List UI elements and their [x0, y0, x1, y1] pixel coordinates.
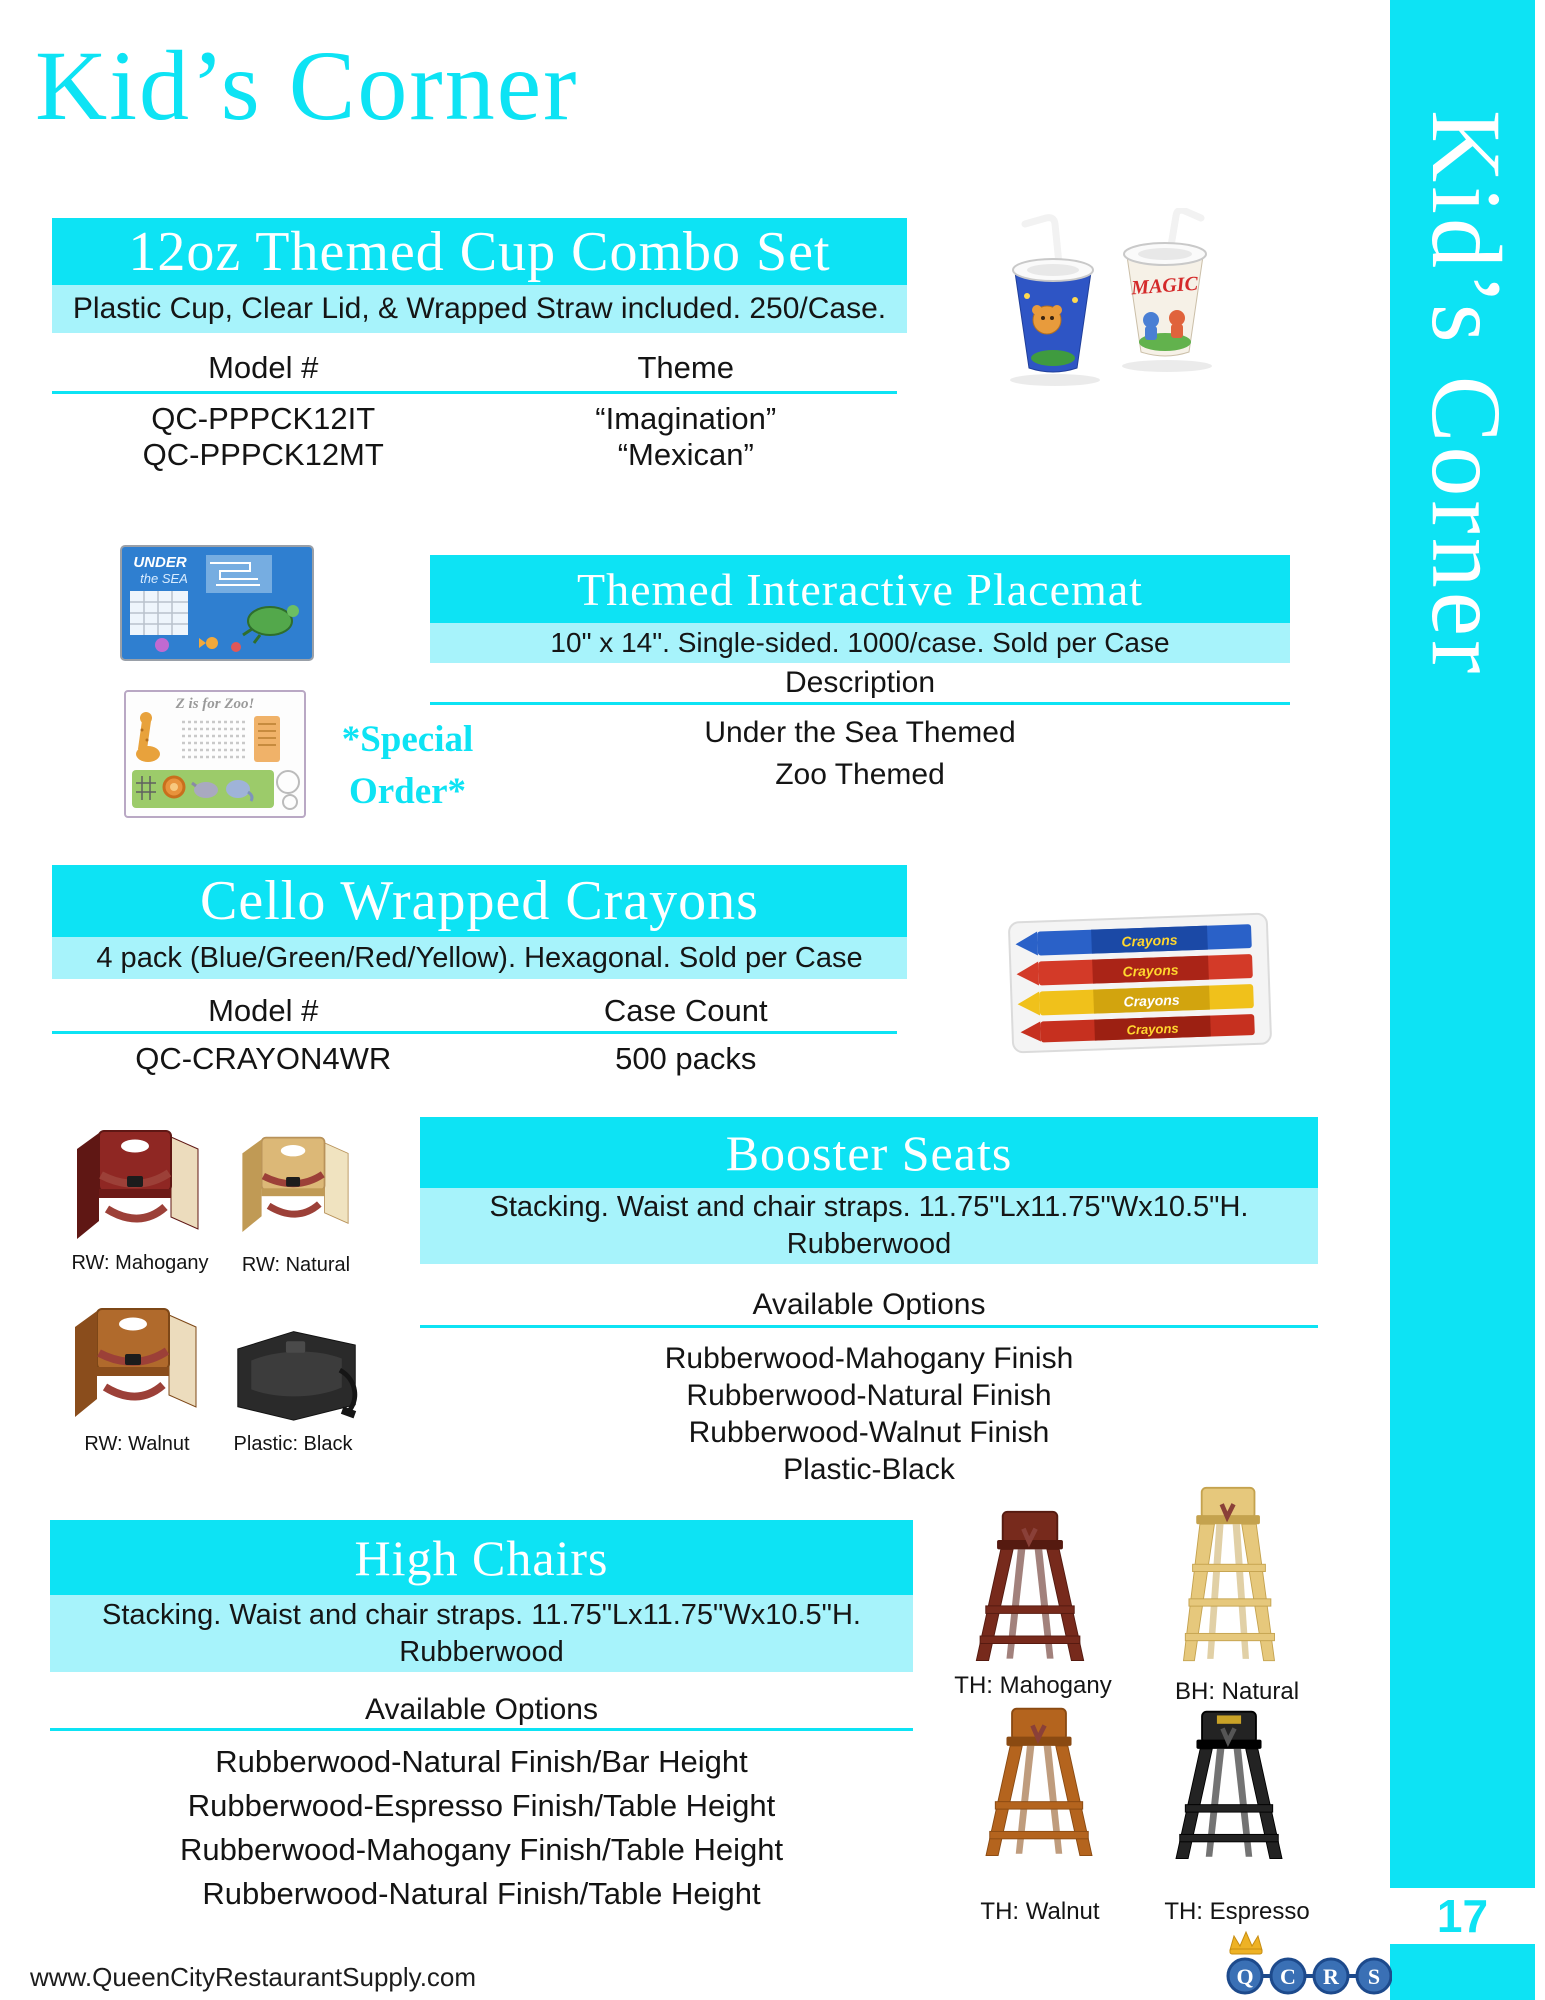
crayons-case-count: 500 packs — [615, 1041, 757, 1076]
footer-url: www.QueenCityRestaurantSupply.com — [30, 1962, 477, 1992]
crayons-col-case: Case Count — [603, 993, 768, 1028]
placemat-col-description: Description — [784, 666, 936, 699]
booster-options-header: Available Options — [752, 1288, 986, 1321]
cups-col-model: Model # — [208, 350, 319, 385]
themed-cups-image — [995, 208, 1230, 388]
booster-label-plastic: Plastic: Black — [233, 1433, 353, 1455]
booster-walnut-image — [70, 1303, 205, 1428]
placemat-section-title: Themed Interactive Placemat — [430, 555, 1290, 623]
placemat-zoo-image — [124, 690, 306, 818]
booster-rule — [420, 1325, 1318, 1328]
highchair-label-mahogany: TH: Mahogany — [954, 1672, 1112, 1699]
booster-option-1: Rubberwood-Mahogany Finish — [664, 1342, 1074, 1375]
logo-letter-c: C — [1280, 1964, 1296, 1989]
special-order-line1: *Special — [341, 719, 474, 760]
highchair-mahogany-image — [965, 1508, 1095, 1668]
booster-subtitle-line1: Stacking. Waist and chair straps. 11.75"Lx11.75"Wx10.5"H. — [489, 1191, 1249, 1223]
page-title: Kid’s Corner — [35, 30, 579, 141]
logo-letter-r: R — [1323, 1964, 1339, 1989]
placemat2-title: Z is for Zoo! — [175, 696, 255, 712]
highchair-option-4: Rubberwood-Natural Finish/Table Height — [202, 1876, 761, 1911]
placemat-desc-1: Under the Sea Themed — [704, 716, 1016, 749]
placemat-under-the-sea-image — [120, 545, 314, 661]
booster-mahogany-image — [72, 1125, 207, 1250]
highchairs-options-header: Available Options — [365, 1693, 598, 1726]
table-row — [52, 1041, 897, 1077]
highchair-label-walnut: TH: Walnut — [980, 1898, 1100, 1925]
booster-label-natural: RW: Natural — [241, 1254, 351, 1276]
table-row — [52, 401, 897, 437]
highchair-option-2: Rubberwood-Espresso Finish/Table Height — [187, 1788, 776, 1823]
booster-option-3: Rubberwood-Walnut Finish — [688, 1416, 1050, 1449]
cups-theme-2: “Mexican” — [617, 437, 754, 472]
highchairs-subtitle-line2: Rubberwood — [399, 1635, 564, 1668]
highchair-bar-natural-image — [1170, 1486, 1288, 1668]
crayon-wrap-label: Crayons — [1121, 931, 1178, 950]
highchair-espresso-image — [1165, 1708, 1293, 1866]
crayons-col-model: Model # — [208, 993, 319, 1028]
cups-model-1: QC-PPPCK12IT — [151, 401, 376, 436]
placemat-table-rule — [430, 702, 1290, 705]
cup-art-text: MAGIC — [1130, 272, 1199, 300]
crayon-wrap-label: Crayons — [1122, 961, 1179, 980]
crayons-model: QC-CRAYON4WR — [135, 1041, 392, 1076]
crayon-wrap-label: Crayons — [1123, 991, 1180, 1010]
placemat1-title-line1: UNDER — [133, 554, 187, 571]
highchairs-section-title: High Chairs — [50, 1520, 913, 1595]
highchairs-rule — [50, 1728, 913, 1731]
crayons-image — [1005, 912, 1275, 1057]
highchair-label-bar-natural: BH: Natural — [1174, 1678, 1300, 1705]
crayons-table-rule — [52, 1031, 897, 1034]
cups-col-theme: Theme — [637, 350, 734, 385]
highchair-label-espresso: TH: Espresso — [1164, 1898, 1310, 1925]
booster-option-2: Rubberwood-Natural Finish — [686, 1379, 1052, 1412]
booster-plastic-black-image — [232, 1320, 362, 1426]
highchairs-subtitle-line1: Stacking. Waist and chair straps. 11.75"Lx11.75"Wx10.5"H. — [102, 1598, 861, 1631]
crayons-section-title: Cello Wrapped Crayons — [52, 865, 907, 937]
qcrs-logo — [1212, 1928, 1392, 1998]
placemat1-title-line2: the SEA — [140, 571, 188, 586]
table-row — [52, 437, 897, 473]
booster-label-walnut: RW: Walnut — [84, 1433, 190, 1455]
logo-letter-s: S — [1367, 1964, 1381, 1989]
cups-section-subtitle: Plastic Cup, Clear Lid, & Wrapped Straw included. 250/Case. — [52, 285, 907, 333]
cups-model-2: QC-PPPCK12MT — [142, 437, 384, 472]
logo-letter-q: Q — [1236, 1964, 1254, 1989]
sidebar-vertical-title: Kid’s Corner — [1411, 110, 1522, 678]
crayon-wrap-label: Crayons — [1126, 1020, 1179, 1038]
sidebar-band-bottom — [1390, 1944, 1535, 2000]
crown-icon — [1230, 1932, 1262, 1954]
booster-option-4: Plastic-Black — [783, 1453, 955, 1486]
placemat-section-subtitle: 10" x 14". Single-sided. 1000/case. Sold per Case — [430, 623, 1290, 663]
highchair-walnut-image — [975, 1705, 1103, 1863]
placemat-desc-2: Zoo Themed — [775, 758, 945, 791]
booster-section-title: Booster Seats — [420, 1117, 1318, 1188]
special-order-line2: Order* — [348, 771, 467, 812]
booster-subtitle-line2: Rubberwood — [786, 1228, 952, 1260]
cups-theme-1: “Imagination” — [595, 401, 777, 436]
highchair-option-3: Rubberwood-Mahogany Finish/Table Height — [179, 1832, 784, 1867]
highchair-option-1: Rubberwood-Natural Finish/Bar Height — [215, 1744, 748, 1779]
booster-natural-image — [238, 1132, 356, 1242]
crayons-section-subtitle: 4 pack (Blue/Green/Red/Yellow). Hexagonal. Sold per Case — [52, 937, 907, 979]
cups-table-rule — [52, 391, 897, 394]
booster-label-mahogany: RW: Mahogany — [71, 1252, 209, 1274]
page-number: 17 — [1390, 1888, 1535, 1944]
cups-section-title: 12oz Themed Cup Combo Set — [52, 218, 907, 285]
